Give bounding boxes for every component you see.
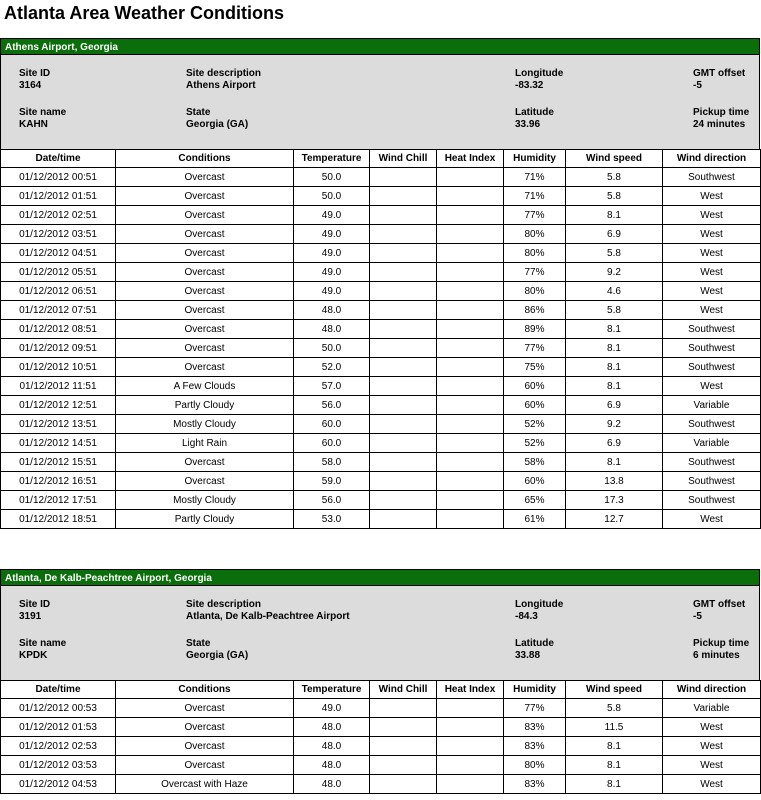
cell-humidity: 60% [504,472,566,491]
cell-wind-direction: Southwest [663,320,761,339]
info-latitude [515,107,554,131]
cell-wind-direction: West [663,263,761,282]
column-header-datetime: Date/time [1,681,116,699]
cell-datetime: 01/12/2012 04:51 [1,244,116,263]
info-label: Pickup time [693,638,750,649]
station-header: Atlanta, De Kalb-Peachtree Airport, Georgia [0,569,760,586]
cell-conditions: Overcast [116,453,294,472]
cell-humidity: 89% [504,320,566,339]
cell-heat-index [437,434,504,453]
cell-wind-chill [370,263,437,282]
cell-humidity: 80% [504,756,566,775]
column-header-wind-chill: Wind Chill [370,681,437,699]
cell-wind-chill [370,282,437,301]
info-value: 3191 [19,611,42,622]
cell-humidity: 52% [504,415,566,434]
header-row [1,150,761,168]
info-label: Site name [19,107,67,118]
column-header-wind-chill: Wind Chill [370,150,437,168]
cell-wind-chill [370,301,437,320]
cell-humidity: 75% [504,358,566,377]
cell-datetime: 01/12/2012 08:51 [1,320,116,339]
table-row [1,775,761,794]
info-state [186,638,248,662]
info-gmt [693,599,745,623]
cell-wind-direction: Southwest [663,168,761,187]
cell-temperature: 49.0 [294,263,370,282]
cell-heat-index [437,320,504,339]
cell-conditions: Overcast [116,718,294,737]
info-description [186,599,350,623]
column-header-conditions: Conditions [116,150,294,168]
cell-wind-chill [370,225,437,244]
cell-wind-chill [370,737,437,756]
cell-heat-index [437,339,504,358]
cell-wind-chill [370,756,437,775]
cell-wind-chill [370,472,437,491]
header-row [1,681,761,699]
cell-wind-chill [370,434,437,453]
cell-datetime: 01/12/2012 05:51 [1,263,116,282]
cell-humidity: 83% [504,718,566,737]
cell-datetime: 01/12/2012 09:51 [1,339,116,358]
cell-conditions: Overcast [116,282,294,301]
cell-wind-chill [370,377,437,396]
cell-conditions: Overcast [116,301,294,320]
station-header: Athens Airport, Georgia [0,38,760,55]
table-row [1,187,761,206]
cell-temperature: 58.0 [294,453,370,472]
cell-wind-speed: 5.8 [566,699,663,718]
info-value: -5 [693,80,702,91]
cell-conditions: Mostly Cloudy [116,415,294,434]
cell-wind-chill [370,453,437,472]
page-title: Atlanta Area Weather Conditions [4,3,285,23]
info-pickup [693,107,749,131]
info-label: Site name [19,638,67,649]
cell-wind-chill [370,244,437,263]
cell-wind-direction: West [663,244,761,263]
cell-wind-chill [370,206,437,225]
cell-conditions: Overcast with Haze [116,775,294,794]
info-state [186,107,248,131]
cell-conditions: Overcast [116,263,294,282]
cell-wind-speed: 8.1 [566,206,663,225]
info-label: Pickup time [693,107,750,118]
cell-wind-chill [370,187,437,206]
cell-datetime: 01/12/2012 11:51 [1,377,116,396]
info-site-name [19,107,66,131]
cell-wind-direction: Variable [663,434,761,453]
column-header-wind-direction: Wind direction [663,150,761,168]
cell-wind-direction: Southwest [663,358,761,377]
cell-conditions: Overcast [116,699,294,718]
cell-wind-speed: 8.1 [566,453,663,472]
info-pickup [693,638,749,662]
observations-table [0,680,761,794]
cell-heat-index [437,510,504,529]
cell-heat-index [437,756,504,775]
cell-wind-speed: 8.1 [566,320,663,339]
column-header-temperature: Temperature [294,681,370,699]
cell-wind-chill [370,510,437,529]
cell-humidity: 83% [504,737,566,756]
cell-temperature: 53.0 [294,510,370,529]
cell-heat-index [437,301,504,320]
cell-wind-chill [370,718,437,737]
cell-conditions: Mostly Cloudy [116,491,294,510]
cell-conditions: Overcast [116,756,294,775]
cell-wind-chill [370,415,437,434]
cell-temperature: 60.0 [294,434,370,453]
table-row [1,225,761,244]
cell-heat-index [437,737,504,756]
cell-wind-chill [370,699,437,718]
cell-conditions: Overcast [116,244,294,263]
cell-temperature: 48.0 [294,775,370,794]
cell-datetime: 01/12/2012 10:51 [1,358,116,377]
cell-temperature: 48.0 [294,301,370,320]
cell-wind-speed: 8.1 [566,775,663,794]
table-row [1,756,761,775]
info-value: 33.96 [515,119,541,130]
cell-wind-chill [370,775,437,794]
cell-wind-direction: West [663,282,761,301]
cell-wind-direction: Southwest [663,472,761,491]
cell-datetime: 01/12/2012 01:51 [1,187,116,206]
info-value: 6 minutes [693,650,740,661]
cell-wind-direction: West [663,301,761,320]
info-label: State [186,638,211,649]
cell-heat-index [437,377,504,396]
cell-humidity: 77% [504,206,566,225]
cell-humidity: 80% [504,282,566,301]
cell-wind-direction: West [663,756,761,775]
info-value: -5 [693,611,702,622]
info-label: GMT offset [693,599,746,610]
info-value: KPDK [19,650,48,661]
cell-conditions: Overcast [116,206,294,225]
cell-datetime: 01/12/2012 01:53 [1,718,116,737]
cell-heat-index [437,187,504,206]
cell-humidity: 80% [504,225,566,244]
cell-heat-index [437,244,504,263]
info-value: Georgia (GA) [186,650,249,661]
info-value: -83.32 [515,80,544,91]
column-header-datetime: Date/time [1,150,116,168]
cell-wind-direction: Variable [663,396,761,415]
cell-wind-speed: 4.6 [566,282,663,301]
cell-datetime: 01/12/2012 04:53 [1,775,116,794]
table-row [1,472,761,491]
info-site-id [19,599,50,623]
cell-heat-index [437,491,504,510]
cell-humidity: 77% [504,263,566,282]
column-header-wind-speed: Wind speed [566,681,663,699]
cell-wind-direction: Variable [663,699,761,718]
cell-wind-speed: 6.9 [566,396,663,415]
cell-datetime: 01/12/2012 02:51 [1,206,116,225]
table-row [1,320,761,339]
table-row [1,434,761,453]
table-row [1,263,761,282]
cell-wind-speed: 5.8 [566,187,663,206]
cell-datetime: 01/12/2012 03:53 [1,756,116,775]
cell-heat-index [437,225,504,244]
cell-wind-speed: 11.5 [566,718,663,737]
cell-heat-index [437,206,504,225]
cell-temperature: 48.0 [294,320,370,339]
cell-datetime: 01/12/2012 13:51 [1,415,116,434]
cell-temperature: 50.0 [294,187,370,206]
cell-conditions: Partly Cloudy [116,510,294,529]
cell-heat-index [437,415,504,434]
table-row [1,396,761,415]
cell-humidity: 61% [504,510,566,529]
info-value: -84.3 [515,611,538,622]
table-row [1,358,761,377]
info-label: Site ID [19,599,51,610]
cell-conditions: Overcast [116,187,294,206]
cell-humidity: 71% [504,187,566,206]
cell-wind-speed: 8.1 [566,358,663,377]
info-label: State [186,107,211,118]
table-row [1,453,761,472]
cell-datetime: 01/12/2012 00:53 [1,699,116,718]
station-section [0,38,760,529]
cell-humidity: 52% [504,434,566,453]
cell-heat-index [437,718,504,737]
info-value: Athens Airport [186,80,256,91]
cell-wind-chill [370,396,437,415]
info-label: Latitude [515,107,554,118]
cell-wind-speed: 13.8 [566,472,663,491]
cell-conditions: Overcast [116,168,294,187]
station-info [0,586,760,680]
cell-wind-speed: 8.1 [566,737,663,756]
table-row [1,415,761,434]
cell-humidity: 65% [504,491,566,510]
cell-wind-direction: Southwest [663,453,761,472]
cell-humidity: 58% [504,453,566,472]
info-label: Longitude [515,68,564,79]
cell-wind-speed: 6.9 [566,434,663,453]
cell-conditions: Overcast [116,737,294,756]
info-site-name [19,638,66,662]
cell-datetime: 01/12/2012 16:51 [1,472,116,491]
cell-wind-direction: West [663,187,761,206]
info-label: Longitude [515,599,564,610]
cell-datetime: 01/12/2012 18:51 [1,510,116,529]
cell-wind-direction: West [663,775,761,794]
cell-wind-direction: West [663,737,761,756]
info-value: KAHN [19,119,48,130]
cell-humidity: 83% [504,775,566,794]
cell-wind-direction: West [663,510,761,529]
info-label: Site description [186,599,262,610]
cell-wind-direction: Southwest [663,415,761,434]
cell-wind-speed: 17.3 [566,491,663,510]
info-label: Site ID [19,68,51,79]
cell-humidity: 71% [504,168,566,187]
table-row [1,301,761,320]
info-value: Georgia (GA) [186,119,249,130]
cell-wind-speed: 5.8 [566,301,663,320]
cell-datetime: 01/12/2012 15:51 [1,453,116,472]
cell-wind-direction: West [663,206,761,225]
cell-wind-chill [370,491,437,510]
cell-wind-chill [370,339,437,358]
cell-heat-index [437,472,504,491]
cell-datetime: 01/12/2012 12:51 [1,396,116,415]
cell-temperature: 49.0 [294,282,370,301]
cell-temperature: 48.0 [294,737,370,756]
station-section [0,569,760,794]
cell-conditions: Overcast [116,339,294,358]
cell-wind-chill [370,358,437,377]
column-header-wind-direction: Wind direction [663,681,761,699]
cell-temperature: 49.0 [294,244,370,263]
column-header-heat-index: Heat Index [437,150,504,168]
cell-temperature: 56.0 [294,491,370,510]
cell-wind-direction: West [663,377,761,396]
station-info [0,55,760,149]
cell-humidity: 80% [504,244,566,263]
info-longitude [515,599,563,623]
column-header-temperature: Temperature [294,150,370,168]
cell-temperature: 49.0 [294,225,370,244]
cell-temperature: 49.0 [294,699,370,718]
column-header-humidity: Humidity [504,681,566,699]
info-label: Site description [186,68,262,79]
table-row [1,699,761,718]
cell-datetime: 01/12/2012 03:51 [1,225,116,244]
cell-conditions: Overcast [116,320,294,339]
cell-conditions: A Few Clouds [116,377,294,396]
cell-humidity: 60% [504,396,566,415]
cell-temperature: 52.0 [294,358,370,377]
cell-temperature: 49.0 [294,206,370,225]
table-row [1,282,761,301]
cell-wind-direction: Southwest [663,491,761,510]
cell-wind-speed: 12.7 [566,510,663,529]
table-row [1,206,761,225]
cell-humidity: 86% [504,301,566,320]
table-row [1,244,761,263]
cell-wind-chill [370,168,437,187]
cell-datetime: 01/12/2012 14:51 [1,434,116,453]
cell-temperature: 56.0 [294,396,370,415]
column-header-wind-speed: Wind speed [566,150,663,168]
cell-humidity: 77% [504,339,566,358]
cell-humidity: 77% [504,699,566,718]
cell-conditions: Overcast [116,358,294,377]
cell-heat-index [437,396,504,415]
cell-conditions: Overcast [116,472,294,491]
cell-datetime: 01/12/2012 02:53 [1,737,116,756]
cell-temperature: 48.0 [294,718,370,737]
cell-heat-index [437,699,504,718]
table-row [1,718,761,737]
cell-conditions: Light Rain [116,434,294,453]
column-header-heat-index: Heat Index [437,681,504,699]
cell-wind-direction: West [663,225,761,244]
column-header-conditions: Conditions [116,681,294,699]
cell-heat-index [437,358,504,377]
cell-datetime: 01/12/2012 07:51 [1,301,116,320]
table-row [1,377,761,396]
cell-datetime: 01/12/2012 17:51 [1,491,116,510]
info-site-id [19,68,50,92]
cell-wind-speed: 6.9 [566,225,663,244]
cell-wind-direction: West [663,718,761,737]
cell-datetime: 01/12/2012 00:51 [1,168,116,187]
info-gmt [693,68,745,92]
cell-wind-chill [370,320,437,339]
info-longitude [515,68,563,92]
cell-temperature: 57.0 [294,377,370,396]
cell-heat-index [437,168,504,187]
cell-conditions: Partly Cloudy [116,396,294,415]
info-latitude [515,638,554,662]
info-value: 24 minutes [693,119,746,130]
info-description [186,68,261,92]
table-row [1,491,761,510]
table-row [1,168,761,187]
info-value: 3164 [19,80,42,91]
cell-heat-index [437,282,504,301]
cell-heat-index [437,775,504,794]
cell-temperature: 50.0 [294,168,370,187]
info-value: 33.88 [515,650,541,661]
cell-temperature: 48.0 [294,756,370,775]
cell-wind-speed: 8.1 [566,377,663,396]
cell-wind-speed: 8.1 [566,339,663,358]
cell-humidity: 60% [504,377,566,396]
cell-wind-speed: 9.2 [566,415,663,434]
cell-temperature: 50.0 [294,339,370,358]
cell-datetime: 01/12/2012 06:51 [1,282,116,301]
info-label: GMT offset [693,68,746,79]
cell-conditions: Overcast [116,225,294,244]
cell-temperature: 59.0 [294,472,370,491]
cell-wind-speed: 5.8 [566,168,663,187]
column-header-humidity: Humidity [504,150,566,168]
cell-wind-speed: 8.1 [566,756,663,775]
cell-temperature: 60.0 [294,415,370,434]
observations-table [0,149,761,529]
cell-wind-direction: Southwest [663,339,761,358]
info-label: Latitude [515,638,554,649]
info-value: Atlanta, De Kalb-Peachtree Airport [186,611,350,622]
cell-wind-speed: 9.2 [566,263,663,282]
cell-heat-index [437,453,504,472]
cell-wind-speed: 5.8 [566,244,663,263]
table-row [1,510,761,529]
table-row [1,737,761,756]
cell-heat-index [437,263,504,282]
table-row [1,339,761,358]
